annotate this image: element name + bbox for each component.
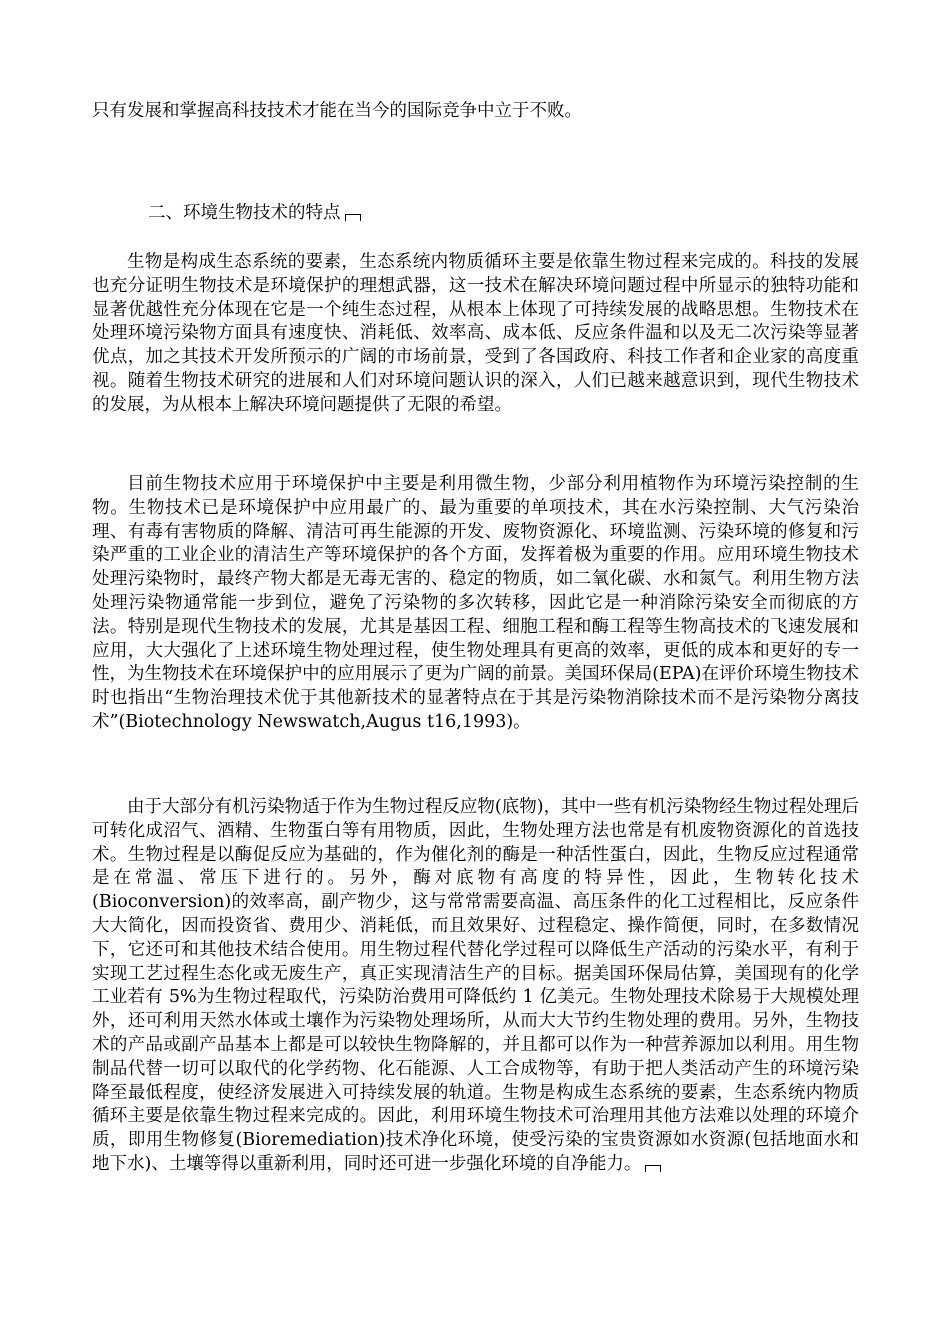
paragraph-mark-icon <box>345 214 361 221</box>
paragraph-3-text: 由于大部分有机污染物适于作为生物过程反应物(底物)，其中一些有机污染物经生物过程处理后可转化成沼气、酒精、生物蛋白等有用物质，因此，生物处理方法也常是有机废物资源化的首选技术。生物过程是以酶促反应为基础的，作为催化剂的酶是一种活性蛋白，因此，生物反应过程通常是在常温、常压下进行的。另外，酶对底物有高度的特异性，因此，生物转化技术(Bioconversion)的效率高，副产物少，这与常常需要高温、高压条件的化工过程相比，反应条件大大简化，因而投资省、费用少、消耗低，而且效果好、过程稳定、操作简便，同时，在多数情况下，它还可和其他技术结合使用。用生物过程代替化学过程可以降低生产活动的污染水平，有利于实现工艺过程生态化或无废生产，真正实现清洁生产的目标。据美国环保局估算，美国现有的化学工业若有 5%为生物过程取代，污染防治费用可降低约 1 亿美元。生物处理技术除易于大规模处理外，还可利用天然水体或土壤作为污染物处理场所，从而大大节约生物处理的费用。另外，生物技术的产品或副产品基本上都是可以较快生物降解的，并且都可以作为一种营养源加以利用。用生物制品代替一切可以取代的化学药物、化石能源、人工合成物等，有助于把人类活动产生的环境污染降至最低程度，使经济发展进入可持续发展的轨道。生物是构成生态系统的要素，生态系统内物质循环主要是依靠生物过程来完成的。因此，利用环境生物技术可治理用其他方法难以处理的环境介质，即用生物修复(Bioremediation)技术净化环境，使受污染的宝贵资源如水资源(包括地面水和地下水)、土壤等得以重新利用，同时还可进一步强化环境的自净能力。 <box>92 797 859 1174</box>
section-heading-text: 二、环境生物技术的特点 <box>148 203 341 223</box>
intro-tail-paragraph: 只有发展和掌握高科技技术才能在当今的国际竞争中立于不败。 <box>92 101 582 121</box>
paragraph-3 <box>92 796 859 1177</box>
section-heading <box>148 201 361 225</box>
paragraph-2: 目前生物技术应用于环境保护中主要是利用微生物，少部分利用植物作为环境污染控制的生物。生物技术已是环境保护中应用最广的、最为重要的单项技术，其在水污染控制、大气污染治理、有毒有害物质的降解、清洁可再生能源的开发、废物资源化、环境监测、污染环境的修复和污染严重的工业企业的清洁生产等环境保护的各个方面，发挥着极为重要的作用。应用环境生物技术处理污染物时，最终产物大都是无毒无害的、稳定的物质，如二氧化碳、水和氮气。利用生物方法处理污染物通常能一步到位，避免了污染物的多次转移，因此它是一种消除污染安全而彻底的方法。特别是现代生物技术的发展，尤其是基因工程、细胞工程和酶工程等生物高技术的飞速发展和应用，大大强化了上述环境生物处理过程，使生物处理具有更高的效率，更低的成本和更好的专一性，为生物技术在环境保护中的应用展示了更为广阔的前景。美国环保局(EPA)在评价环境生物技术时也指出“生物治理技术优于其他新技术的显著特点在于其是污染物消除技术而不是污染物分离技术”(Biotechnology Newswatch,Augus t16,1993)。 <box>92 474 859 732</box>
paragraph-1: 生物是构成生态系统的要素，生态系统内物质循环主要是依靠生物过程来完成的。科技的发展也充分证明生物技术是环境保护的理想武器，这一技术在解决环境问题过程中所显示的独特功能和显著优越性充分体现在它是一个纯生态过程，从根本上体现了可持续发展的战略思想。生物技术在处理环境污染物方面具有速度快、消耗低、效率高、成本低、反应条件温和以及无二次污染等显著优点，加之其技术开发所预示的广阔的市场前景，受到了各国政府、科技工作者和企业家的高度重视。随着生物技术研究的进展和人们对环境问题认识的深入，人们已越来越意识到，现代生物技术的发展，为从根本上解决环境问题提供了无限的希望。 <box>92 252 859 415</box>
paragraph-end-mark-icon <box>645 1165 661 1172</box>
